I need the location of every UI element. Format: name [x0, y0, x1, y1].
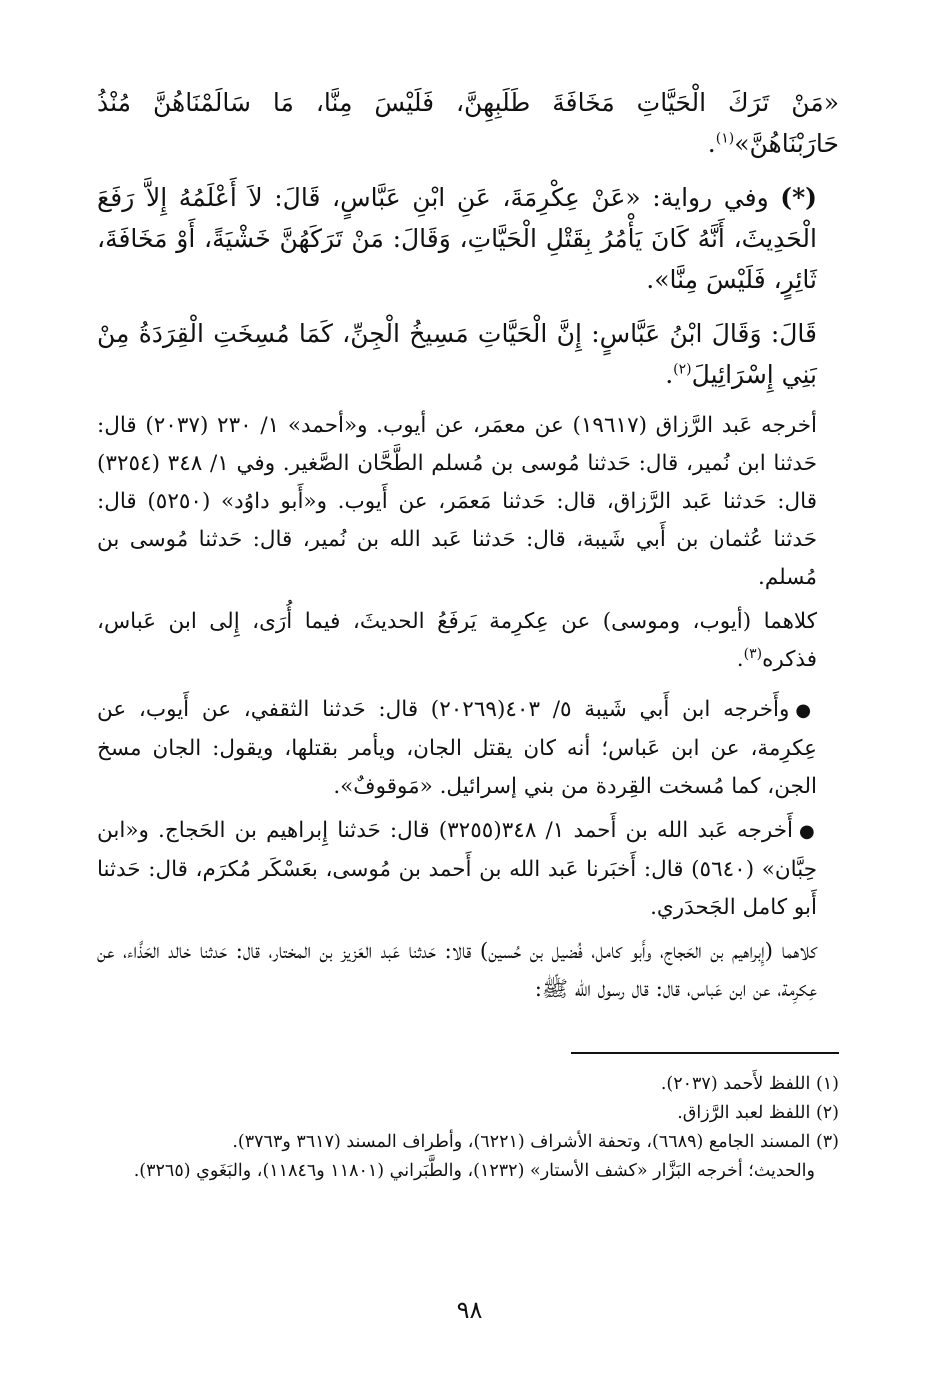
footnote-3 — [97, 1128, 839, 1186]
takhrij-3-text: وأَخرجه ابن أَبي شَيبة ٥/ ٤٠٣(٢٠٢٦٩) قال: حَدثنا الثقفي، عن أَيوب، عن عِكرِمة، عن ابن عَباس؛ أنه كان يقتل الجان، ويأمر بقتلها، ويقول: الجان مسخ الجن، كما مُسخت القِردة من بني إسرائيل. «مَوقوفٌ». — [97, 697, 817, 799]
takhrij-paragraph-5: كلاهما (إِبراهيم بن الحَجاج، وأَبو كامل، فُضيل بن حُسين) قالا: حَدثنا عَبد العَزيز بن المختار، قال: حَدثنا خالد الحَذَّاء، عن عِكرِمة، عن ابن عَباس، قال: قال رسول الله ﷺ: — [97, 939, 817, 1002]
takhrij-2-end: . — [736, 647, 744, 672]
takhrij-paragraph-3 — [97, 691, 839, 806]
ibn-abbas-end: . — [665, 360, 674, 389]
main-text — [97, 82, 839, 1009]
hadith-text — [97, 82, 839, 164]
footnote-2 — [97, 1099, 839, 1128]
footnote-1 — [97, 1070, 839, 1099]
bullet-icon: ● — [795, 700, 817, 721]
footnote-ref-1[interactable]: (١) — [715, 130, 735, 147]
footnote-ref-3[interactable]: (٣) — [743, 645, 763, 662]
riwaya-paragraph — [97, 177, 839, 300]
takhrij-4-text: أَخرجه عَبد الله بن أَحمد ١/ ٣٤٨(٣٢٥٥) قال: حَدثنا إِبراهيم بن الحَجاج. و«ابن حِبَّان» (٥٦٤٠) قال: أَخبَرنا عَبد الله بن أَحمد بن مُوسى، بعَسْكَر مُكرَم، قال: حَدثنا أَبو كامل الجَحدَري. — [97, 818, 817, 920]
takhrij-paragraph-4 — [97, 812, 839, 927]
footnote-divider — [571, 1052, 839, 1054]
takhrij-paragraph-2 — [97, 603, 839, 679]
footnote-ref-2[interactable]: (٢) — [673, 361, 692, 378]
footnote-number: (١) — [815, 1074, 839, 1094]
asterisk-marker: (*) — [780, 183, 817, 212]
takhrij-paragraph-1: أخرجه عَبد الرَّزاق (١٩٦١٧) عن معمَر، عن أيوب. و«أحمد» ١/ ٢٣٠ (٢٠٣٧) قال: حَدثنا ابن نُمير، قال: حَدثنا مُوسى بن مُسلم الطَّحَّان الصَّغير. وفي ١/ ٣٤٨ (٣٢٥٤) قال: حَدثنا عَبد الرَّزاق، قال: حَدثنا مَعمَر، عن أَيوب. و«أَبو داوُد» (٥٢٥٠) قال: حَدثنا عُثمان بن أَبي شَيبة، قال: حَدثنا عَبد الله بن نُمير، قال: حَدثنا مُوسى بن مُسلم. — [97, 413, 818, 590]
footnote-number: (٣) — [815, 1132, 839, 1152]
footnote-text: المسند الجامع (٦٦٨٩)، وتحفة الأشراف (٦٢٢١)، وأطراف المسند (٣٦١٧ و٣٧٦٣). — [232, 1132, 811, 1152]
ibn-abbas-text: قَالَ: وَقَالَ ابْنُ عَبَّاسٍ: إِنَّ الْحَيَّاتِ مَسِيخُ الْجِنِّ، كَمَا مُسِخَتِ الْقِرَدَةُ مِنْ بَنِي إِسْرَائِيلَ — [97, 319, 817, 389]
footnotes — [97, 1070, 839, 1186]
page-number: ٩٨ — [456, 1296, 483, 1324]
hadith-line: «مَنْ تَرَكَ الْحَيَّاتِ مَخَافَةَ طَلَبِهِنَّ، فَلَيْسَ مِنَّا، مَا سَالَمْنَاهُنَّ مُنْذُ حَارَبْنَاهُنَّ» — [97, 88, 839, 158]
ibn-abbas-statement — [97, 313, 839, 395]
footnote-text: اللفظ لأَحمد (٢٠٣٧). — [660, 1074, 811, 1094]
footnote-continuation: والحديث؛ أخرجه البَزَّار «كشف الأستار» (١٢٣٢)، والطَّبَراني (١١٨٠١ و١١٨٤٦)، والبَغَوي (٣٢٦٥). — [133, 1161, 815, 1181]
footnote-text: اللفظ لعبد الرَّزاق. — [677, 1103, 811, 1123]
bullet-icon: ● — [799, 821, 817, 842]
footnote-number: (٢) — [815, 1103, 839, 1123]
takhrij-2-text: كلاهما (أيوب، وموسى) عن عِكرِمة يَرفَعُ الحديثَ، فيما أُرَى، إِلى ابن عَباس، فذكره — [97, 609, 817, 672]
hadith-line-end: . — [707, 129, 716, 158]
riwaya-text: وفي رواية: «عَنْ عِكْرِمَةَ، عَنِ ابْنِ عَبَّاسٍ، قَالَ: لاَ أَعْلَمُهُ إِلاَّ رَفَعَ الْحَدِيثَ، أَنَّهُ كَانَ يَأْمُرُ بِقَتْلِ الْحَيَّاتِ، وَقَالَ: مَنْ تَرَكَهُنَّ خَشْيَةً، أَوْ مَخَافَةَ، ثَائِرٍ، فَلَيْسَ مِنَّا». — [97, 183, 817, 294]
